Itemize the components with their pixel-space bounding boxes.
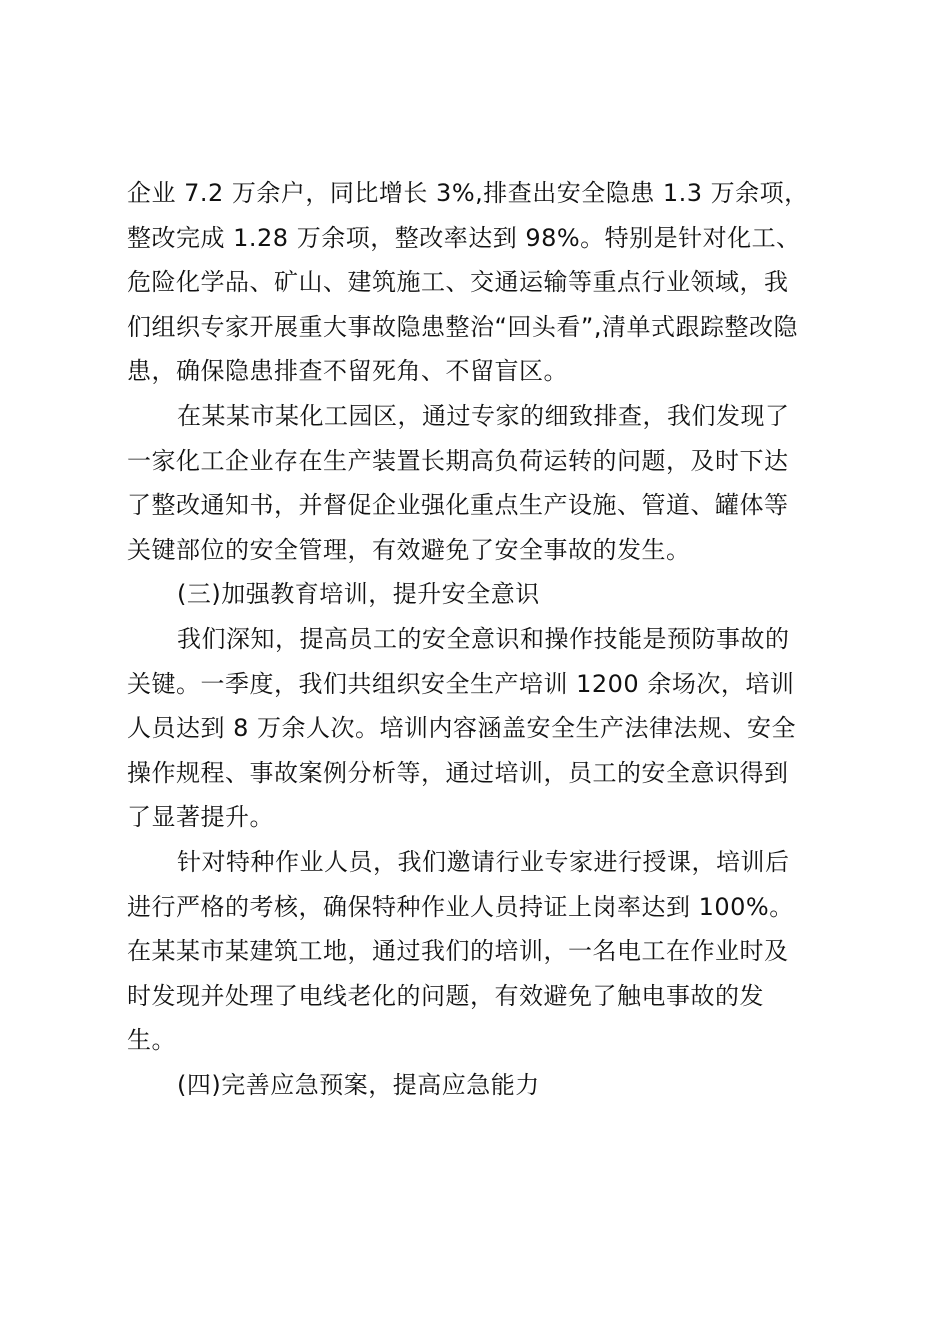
text-line: 生。 <box>127 1026 176 1055</box>
text-line: 危险化学品、矿山、建筑施工、交通运输等重点行业领域，我 <box>127 268 789 297</box>
text-line: 一家化工企业存在生产装置长期高负荷运转的问题，及时下达 <box>127 446 789 475</box>
text-line: 了整改通知书，并督促企业强化重点生产设施、管道、罐体等 <box>127 491 789 520</box>
text-line: 人员达到 8 万余人次。培训内容涵盖安全生产法律法规、安全 <box>127 714 797 743</box>
paragraph-first-line: 针对特种作业人员，我们邀请行业专家进行授课，培训后 <box>177 847 790 876</box>
text-line: 了显著提升。 <box>127 803 274 832</box>
text-line: 操作规程、事故案例分析等，通过培训，员工的安全意识得到 <box>127 758 789 787</box>
text-line: 进行严格的考核，确保特种作业人员持证上岗率达到 100%。 <box>127 892 794 921</box>
document-body <box>127 171 827 1107</box>
text-line: 企业 7.2 万余户，同比增长 3%,排查出安全隐患 1.3 万余项， <box>127 179 809 207</box>
paragraph-first-line: 我们深知，提高员工的安全意识和操作技能是预防事故的 <box>177 624 790 653</box>
text-line: 整改完成 1.28 万余项，整改率达到 98%。特别是针对化工、 <box>127 223 801 252</box>
text-line: 关键。一季度，我们共组织安全生产培训 1200 余场次，培训 <box>127 669 795 698</box>
text-line: 关键部位的安全管理，有效避免了安全事故的发生。 <box>127 535 691 564</box>
text-line: 患，确保隐患排查不留死角、不留盲区。 <box>127 357 568 386</box>
text-line: 在某某市某建筑工地，通过我们的培训，一名电工在作业时及 <box>127 937 789 966</box>
paragraph-first-line: 在某某市某化工园区，通过专家的细致排查，我们发现了 <box>177 401 790 430</box>
text-line: 们组织专家开展重大事故隐患整治“回头看”,清单式跟踪整改隐 <box>127 312 798 341</box>
text-line: 时发现并处理了电线老化的问题，有效避免了触电事故的发 <box>127 981 764 1010</box>
section-heading: (四)完善应急预案，提高应急能力 <box>177 1070 540 1099</box>
section-heading: (三)加强教育培训，提升安全意识 <box>177 580 540 609</box>
